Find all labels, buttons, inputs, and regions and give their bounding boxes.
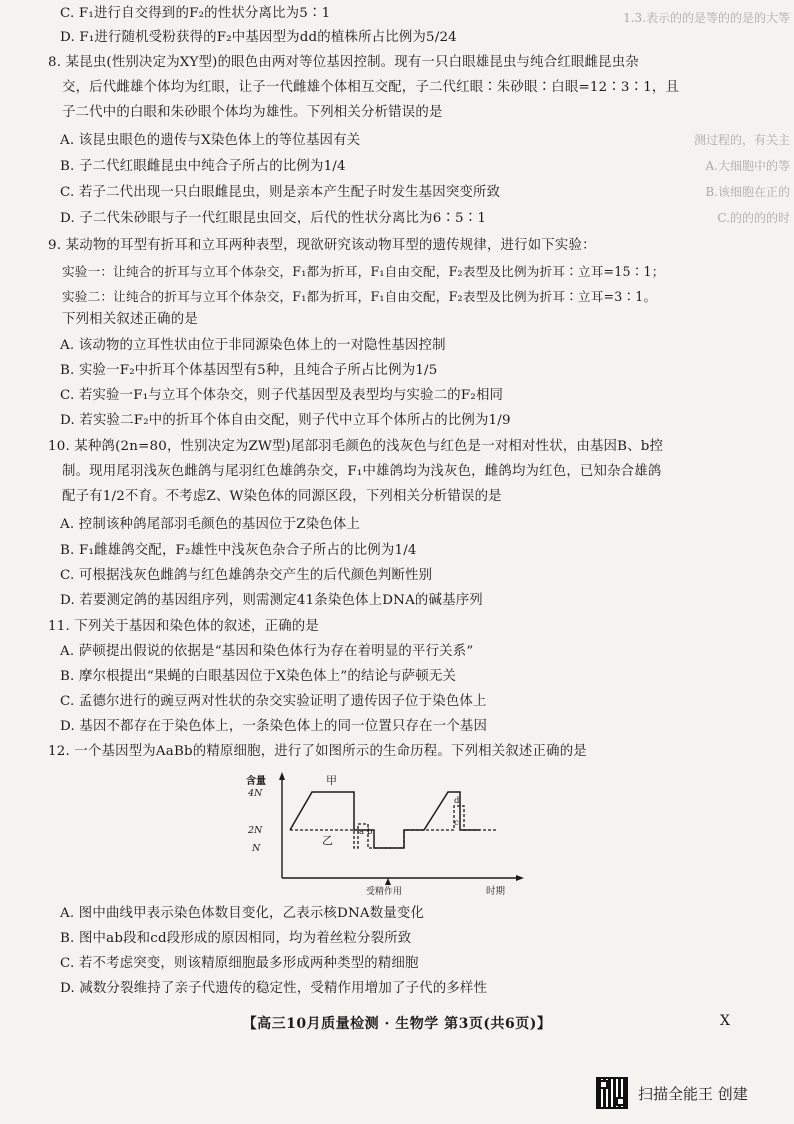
bleed-through-3: A.大细胞中的等 xyxy=(705,159,790,173)
label-jia: 甲 xyxy=(326,774,337,787)
qr-code-icon xyxy=(596,1077,628,1109)
q11-option-a: A. 萨顿提出假说的依据是“基因和染色体行为存在着明显的平行关系” xyxy=(60,644,474,659)
q10-stem-3: 配子有1/2不育。不考虑Z、W染色体的同源区段，下列相关分析错误的是 xyxy=(62,489,502,504)
q7-option-c: C. F₁进行自交得到的F₂的性状分离比为5∶1 xyxy=(60,6,331,21)
q9-option-a: A. 该动物的立耳性状由位于非同源染色体上的一对隐性基因控制 xyxy=(60,338,446,353)
q12-stem: 12. 一个基因型为AaBb的精原细胞，进行了如图所示的生命历程。下列相关叙述正确的是 xyxy=(48,744,587,759)
q8-stem-2: 交，后代雌雄个体均为红眼，让子一代雌雄个体相互交配，子二代红眼∶朱砂眼∶白眼=12∶3∶1，且 xyxy=(62,80,680,95)
q9-stem: 9. 某动物的耳型有折耳和立耳两种表型，现欲研究该动物耳型的遗传规律，进行如下实验： xyxy=(48,238,596,253)
marker-c: c xyxy=(454,818,459,828)
q10-option-b: B. F₁雌雄鸽交配，F₂雄性中浅灰色杂合子所占的比例为1/4 xyxy=(60,543,417,558)
y-axis-label: 含量 xyxy=(246,776,266,787)
marker-d: d xyxy=(454,796,460,806)
label-yi: 乙 xyxy=(322,834,333,847)
q11-option-d: D. 基因不都存在于染色体上，一条染色体上的同一位置只存在一个基因 xyxy=(60,719,488,734)
fertilization-arrow xyxy=(385,878,391,885)
bleed-through-2: 测过程的，有关主 xyxy=(693,133,790,147)
q9-option-d: D. 若实验二F₂中的折耳个体自由交配，则子代中立耳个体所占的比例为1/9 xyxy=(60,413,511,428)
q8-stem-1: 8. 某昆虫(性别决定为XY型)的眼色由两对等位基因控制。现有一只白眼雄昆虫与纯合红眼雌昆虫杂 xyxy=(48,55,639,70)
bleed-through-4: B.该细胞在正的 xyxy=(705,185,790,199)
y-axis-arrow xyxy=(279,772,285,780)
q11-option-c: C. 孟德尔进行的豌豆两对性状的杂交实验证明了遗传因子位于染色体上 xyxy=(60,694,487,709)
q8-option-b: B. 子二代红眼雌昆虫中纯合子所占的比例为1/4 xyxy=(60,159,346,174)
q10-stem-1: 10. 某种鸽(2n=80，性别决定为ZW型)尾部羽毛颜色的浅灰色与红色是一对相对性状，由基因B、b控 xyxy=(48,439,664,454)
q8-option-d: D. 子二代朱砂眼与子一代红眼昆虫回交，后代的性状分离比为6∶5∶1 xyxy=(60,211,487,226)
y-tick-4n: 4N xyxy=(248,788,263,799)
q12-option-c: C. 若不考虑突变，则该精原细胞最多形成两种类型的精细胞 xyxy=(60,956,419,971)
marker-a: a xyxy=(359,827,365,837)
q9-experiment-1: 实验一：让纯合的折耳与立耳个体杂交，F₁都为折耳，F₁自由交配，F₂表型及比例为折耳∶立耳=15∶1； xyxy=(62,264,665,279)
q9-option-c: C. 若实验一F₁与立耳个体杂交，则子代基因型及表型均与实验二的F₂相同 xyxy=(60,388,504,403)
scanner-label: 扫描全能王 创建 xyxy=(638,1084,748,1103)
q12-content-chart xyxy=(238,766,528,896)
q12-option-d: D. 减数分裂维持了亲子代遗传的稳定性，受精作用增加了子代的多样性 xyxy=(60,981,488,996)
q8-option-a: A. 该昆虫眼色的遗传与X染色体上的等位基因有关 xyxy=(60,133,361,148)
y-tick-2n: 2N xyxy=(248,825,263,836)
q10-option-c: C. 可根据浅灰色雌鸽与红色雄鸽杂交产生的后代颜色判断性别 xyxy=(60,568,433,583)
q10-option-d: D. 若要测定鸽的基因组序列，则需测定41条染色体上DNA的碱基序列 xyxy=(60,593,483,608)
q12-option-a: A. 图中曲线甲表示染色体数目变化，乙表示核DNA数量变化 xyxy=(60,906,425,921)
y-tick-n: N xyxy=(252,843,261,854)
q10-stem-2: 制。现用尾羽浅灰色雌鸽与尾羽红色雄鸽杂交，F₁中雄鸽均为浅灰色，雌鸽均为红色，已知杂合雄鸽 xyxy=(62,464,662,479)
q12-option-b: B. 图中ab段和cd段形成的原因相同，均为着丝粒分裂所致 xyxy=(60,931,412,946)
fertilization-label: 受精作用 xyxy=(366,887,403,896)
q8-option-c: C. 若子二代出现一只白眼雌昆虫，则是亲本产生配子时发生基因突变所致 xyxy=(60,185,501,200)
q9-stem-question: 下列相关叙述正确的是 xyxy=(62,312,198,327)
x-axis-label: 时期 xyxy=(486,886,506,896)
x-axis-arrow xyxy=(516,875,524,881)
q10-option-a: A. 控制该种鸽尾部羽毛颜色的基因位于Z染色体上 xyxy=(60,517,361,532)
marker-b: b xyxy=(367,827,373,837)
scanner-watermark xyxy=(596,1076,776,1110)
bleed-through-1: 1.3.表示的的是等的的是的大等 xyxy=(623,11,790,25)
q11-option-b: B. 摩尔根提出“果蝇的白眼基因位于X染色体上”的结论与萨顿无关 xyxy=(60,669,457,684)
bleed-through-5: C.的的的的时 xyxy=(717,211,790,225)
q11-stem: 11. 下列关于基因和染色体的叙述，正确的是 xyxy=(48,619,319,634)
footer-code: X xyxy=(720,1013,730,1029)
curve-jia xyxy=(290,792,480,848)
q7-option-d: D. F₁进行随机受粉获得的F₂中基因型为dd的植株所占比例为5/24 xyxy=(60,30,457,45)
q9-option-b: B. 实验一F₂中折耳个体基因型有5种，且纯合子所占比例为1/5 xyxy=(60,363,438,378)
q9-experiment-2: 实验二：让纯合的折耳与立耳个体杂交，F₁都为折耳，F₁自由交配，F₂表型及比例为折耳∶立耳=3∶1。 xyxy=(62,289,657,304)
q8-stem-3: 子二代中的白眼和朱砂眼个体均为雄性。下列相关分析错误的是 xyxy=(62,105,443,120)
page-footer: 【高三10月质量检测 · 生物学 第3页(共6页)】 xyxy=(242,1016,552,1032)
